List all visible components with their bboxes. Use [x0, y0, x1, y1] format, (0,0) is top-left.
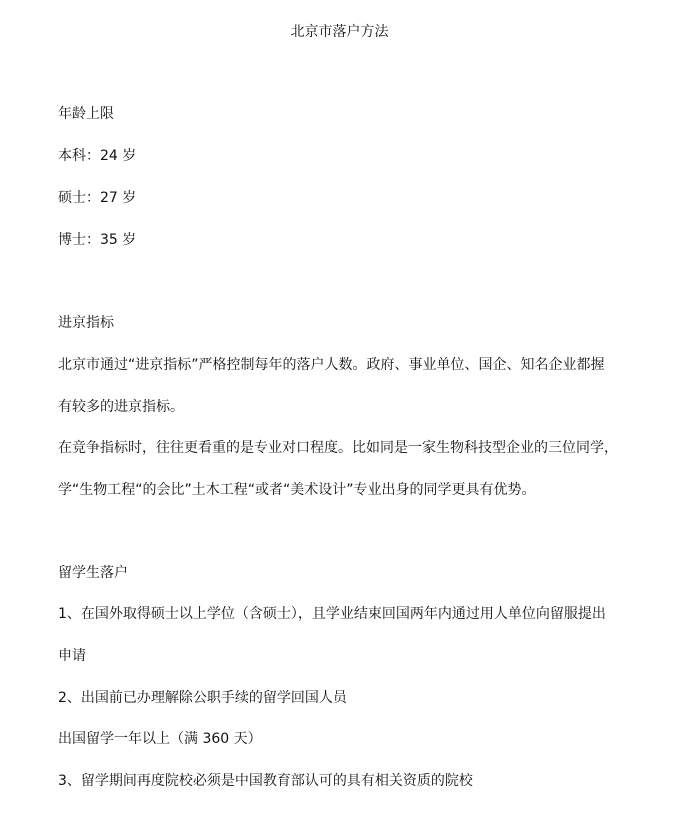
overseas-item-2-note: 出国留学一年以上（满 360 天）: [58, 731, 262, 747]
overseas-item-2: 2、出国前已办理解除公职手续的留学回国人员: [58, 690, 347, 706]
age-limit-undergrad: 本科：24 岁: [58, 148, 137, 164]
overseas-item-1-line-1: 1、在国外取得硕士以上学位（含硕士），且学业结束回国两年内通过用人单位向留服提出: [58, 606, 606, 622]
quota-heading: 进京指标: [58, 315, 114, 331]
document-title: 北京市落户方法: [290, 24, 389, 40]
quota-paragraph-2-line-2: 学“生物工程“的会比”土木工程“或者“美术设计”专业出身的同学更具有优势。: [58, 482, 536, 498]
quota-paragraph-1-line-1: 北京市通过“进京指标”严格控制每年的落户人数。政府、事业单位、国企、知名企业都握: [58, 357, 605, 373]
age-limit-doctor: 博士：35 岁: [58, 232, 137, 248]
overseas-item-3: 3、留学期间再度院校必须是中国教育部认可的具有相关资质的院校: [58, 773, 473, 789]
quota-paragraph-2-line-1: 在竞争指标时，往往更看重的是专业对口程度。比如同是一家生物科技型企业的三位同学，: [58, 440, 618, 456]
quota-paragraph-1-line-2: 有较多的进京指标。: [58, 399, 184, 415]
age-limit-heading: 年龄上限: [58, 106, 114, 122]
overseas-item-1-line-2: 申请: [58, 648, 86, 664]
overseas-heading: 留学生落户: [58, 565, 128, 581]
age-limit-master: 硕士：27 岁: [58, 190, 137, 206]
